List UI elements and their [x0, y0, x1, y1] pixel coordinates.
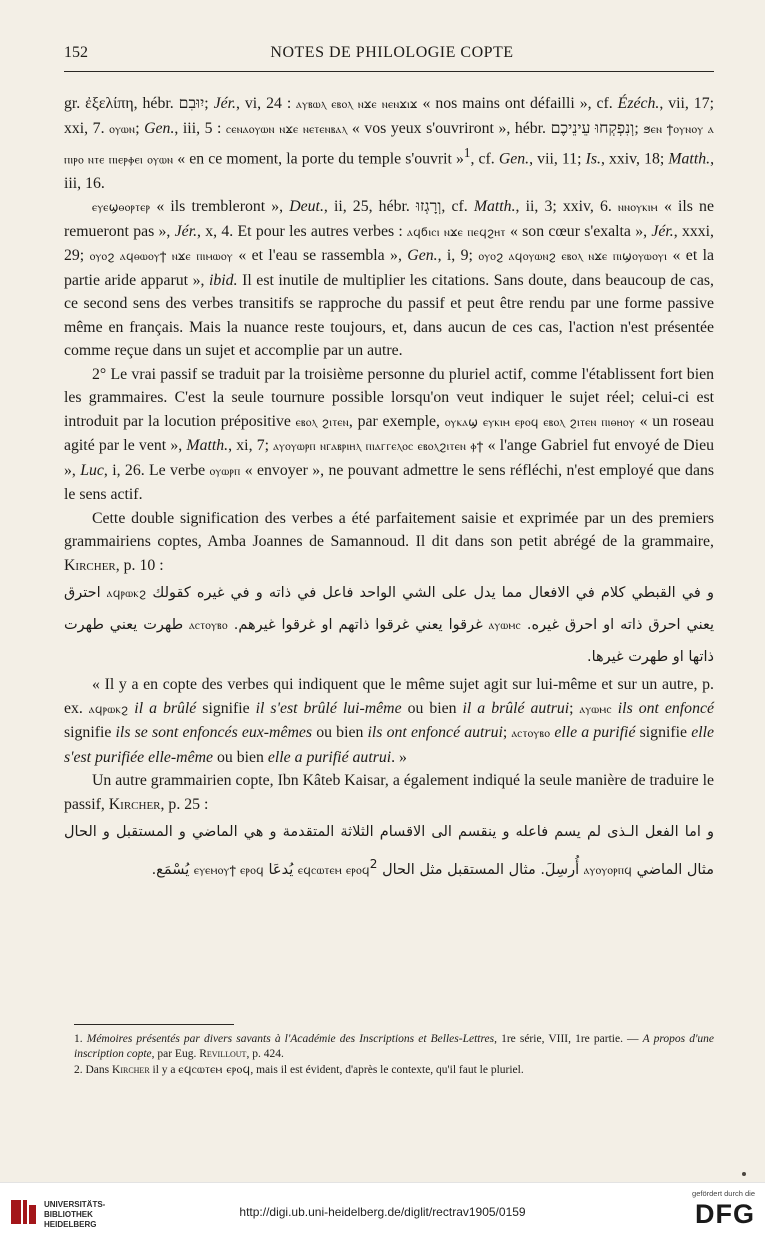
coptic-text: ⲥⲉⲛⲁⲟⲩⲱⲛ ⲛϫⲉ ⲛⲉⲧⲉⲛⲃⲁⲗ [225, 121, 348, 136]
running-title: NOTES DE PHILOLOGIE COPTE [270, 44, 514, 61]
paragraph-6: Un autre grammairien copte, Ibn Kâteb Kaisar, a également indiqué la seule manière de traduire le passif, Kircher, p. 25 : [64, 772, 714, 813]
header-rule [64, 71, 714, 72]
arabic-quote-2: و اما الفعل الـذى لم يسم فاعله و ينقسم الى الاقسام الثلاثة المتقدمة و هي الماضي و المستقبل و الحال مثال الماضي ⲁⲩⲟⲩⲟⲣⲡϥ أُرسِلَ. مثال المستقبل مثل الحال ⲉϥⲥⲱⲧⲉⲙ ⲉⲣⲟϥ$^2$ يُدعَا ⲉⲩⲉⲙⲟⲩϯ ⲉⲣⲟϥ يُسْمَع. [64, 824, 714, 879]
footnote-ref-2: 2 [369, 857, 378, 872]
funder-label: gefördert durch die [692, 1189, 755, 1198]
coptic-text: ⲉϥⲥⲱⲧⲉⲙ ⲉⲣⲟϥ [297, 863, 370, 878]
body-text [64, 92, 714, 886]
footnote-2: 2. Dans Kircher il y a ⲉϥⲥⲱⲧⲉⲙ ⲉⲣⲟϥ, mais il est évident, d'après le contexte, qu'il faut le pluriel. [74, 1062, 524, 1076]
footer-bar [0, 1182, 765, 1243]
scan-mark [742, 1172, 746, 1176]
coptic-text: ⲟⲩⲱⲣⲡ [209, 463, 241, 478]
coptic-text: ⲛⲛⲟⲩⲕⲓⲙ [617, 200, 658, 215]
coptic-text: ⲁϥⲣⲱⲕϩ [88, 701, 129, 716]
library-name-line-1: UNIVERSITÄTS- [44, 1200, 106, 1209]
coptic-text: ⲁⲩⲱⲙⲥ [488, 618, 521, 633]
coptic-text: ⲁⲥⲧⲟⲩⲃⲟ [189, 618, 228, 633]
coptic-text: ⲉⲩⲉⲙⲟⲩϯ ⲉⲣⲟϥ [193, 863, 264, 878]
paragraph-2: ⲉⲩⲉϣⲑⲟⲣⲧⲉⲣ « ils trembleront », Deut., ii, 25, hébr. ‏וְרָגְזוּ‏, cf. Matth., ii, 3; xxiv, 6. ⲛⲛⲟⲩⲕⲓⲙ « ils ne remueront pas », Jér., x, 4. Et pour les autres verbes : ⲁϥϭⲓⲥⲓ ⲛϫⲉ ⲡⲉϥϩⲏⲧ « son cœur s'exalta », Jér., xxxi, 29; ⲟⲩⲟϩ ⲁϥⲑⲱⲟⲩϯ ⲛϫⲉ ⲡⲓⲙⲱⲟⲩ « et l'eau se rassembla », Gen., i, 9; ⲟⲩⲟϩ ⲁϥⲟⲩⲱⲛϩ ⲉⲃⲟⲗ ⲛϫⲉ ⲡⲓϣⲟⲩⲱⲟⲩⲓ « et la partie aride apparut », ibid. Il est inutile de multiplier les citations. Sans doute, dans beaucoup de cas, ce second sens des verbes transitifs se rapproche du passif et peut être rendu par une forme passive même en français. Mais la nuance reste toujours, et, dans aucun de ces cas, l'action n'est présentée comme reçue dans un sujet et accomplie par un autre. [64, 198, 715, 360]
library-name-line-3: HEIDELBERG [44, 1220, 97, 1229]
library-name-line-2: BIBLIOTHEK [44, 1210, 93, 1219]
coptic-text: ⲁⲩⲃⲱⲗ ⲉⲃⲟⲗ ⲛϫⲉ ⲛⲉⲛϫⲓϫ [296, 97, 418, 111]
paragraph-1: gr. ἐξελίπη, hébr. ‏יִוּבִם‏; Jér., vi, 24 : ⲁⲩⲃⲱⲗ ⲉⲃⲟⲗ ⲛϫⲉ ⲛⲉⲛϫⲓϫ « nos mains ont défailli », cf. Ézéch., vii, 17; xxi, 7. ⲟⲩⲱⲛ; Gen., iii, 5 : ⲥⲉⲛⲁⲟⲩⲱⲛ ⲛϫⲉ ⲛⲉⲧⲉⲛⲃⲁⲗ « vos yeux s'ouvriront », hébr. ‏וְנִפְקְחוּ עֵינֵיכֶם‏; ϧⲉⲛ ϯⲟⲩⲛⲟⲩ ⲁ ⲡⲓⲣⲟ ⲛⲧⲉ ⲡⲓⲉⲣⲫⲉⲓ ⲟⲩⲱⲛ « en ce moment, la porte du temple s'ouvrit »$^1$, cf. Gen., vii, 11; Is., xxiv, 18; Matth., iii, 16. [64, 95, 715, 192]
coptic-text: ⲁϥⲣⲱⲕϩ [106, 586, 147, 601]
coptic-text: ⲁⲩⲟⲩⲱⲣⲡ ⲛⲅⲁⲃⲣⲓⲏⲗ ⲡⲓⲁⲅⲅⲉⲗⲟⲥ ⲉⲃⲟⲗϩⲓⲧⲉⲛ ⲫϯ [273, 439, 484, 454]
coptic-text: ⲁⲥⲧⲟⲩⲃⲟ [511, 726, 551, 741]
paragraph-5: « Il y a en copte des verbes qui indiquent que le même sujet agit sur lui-même et sur un autre, p. ex. ⲁϥⲣⲱⲕϩ il a brûlé signifie il s'est brûlé lui-même ou bien il a brûlé autrui; ⲁⲩⲱⲙⲥ ils ont enfoncé signifie ils se sont enfoncés eux-mêmes ou bien ils ont enfoncé autrui; ⲁⲥⲧⲟⲩⲃⲟ elle a purifié signifie elle s'est purifiée elle-même ou bien elle a purifié autrui. » [64, 676, 714, 766]
coptic-text: ⲁϥϭⲓⲥⲓ ⲛϫⲉ ⲡⲉϥϩⲏⲧ [407, 224, 506, 239]
arabic-quote-1: و في القبطي كلام في الافعال مما يدل على الشي الواحد فاعل في ذاته و في غيره كقولك ⲁϥⲣⲱⲕϩ احترق يعني احرق ذاته او احرق غيره. ⲁⲩⲱⲙⲥ غرقوا يعني غرقوا ذاتهم او غرقوا غيرهم. ⲁⲥⲧⲟⲩⲃⲟ طهرت يعني طهرت ذاتها او طهرت غيرها. [64, 585, 715, 666]
footnote-ref-1: 1 [463, 145, 471, 160]
footnote-1: 1. Mémoires présentés par divers savants à l'Académie des Inscriptions et Belles-Lettres, 1re série, VIII, 1re partie. — A propos d'une inscription copte, par Eug. Revillout, p. 424. [74, 1033, 715, 1060]
coptic-text: ⲁⲩⲟⲩⲟⲣⲡϥ [583, 863, 633, 878]
running-head [64, 44, 720, 66]
coptic-text: ⲉϥⲥⲱⲧⲉⲙ ⲉⲣⲟϥ [178, 1062, 251, 1076]
paragraph-3: 2° Le vrai passif se traduit par la troisième personne du pluriel actif, comme l'établissent fort bien les grammaires. C'est la seule tournure possible lorsqu'on veut indiquer le sujet réel; celui-ci est introduit par la locution prépositive ⲉⲃⲟⲗ ϩⲓⲧⲉⲛ, par exemple, ⲟⲩⲕⲁϣ ⲉⲩⲕⲓⲙ ⲉⲣⲟϥ ⲉⲃⲟⲗ ϩⲓⲧⲉⲛ ⲡⲓⲑⲏⲟⲩ « un roseau agité par le vent », Matth., xi, 7; ⲁⲩⲟⲩⲱⲣⲡ ⲛⲅⲁⲃⲣⲓⲏⲗ ⲡⲓⲁⲅⲅⲉⲗⲟⲥ ⲉⲃⲟⲗϩⲓⲧⲉⲛ ⲫϯ « l'ange Gabriel fut envoyé de Dieu », Luc, i, 26. Le verbe ⲟⲩⲱⲣⲡ « envoyer », ne pouvant admettre le sens réfléchi, n'est employé que dans le sens actif. [64, 365, 715, 504]
coptic-text: ⲟⲩⲕⲁϣ ⲉⲩⲕⲓⲙ ⲉⲣⲟϥ ⲉⲃⲟⲗ ϩⲓⲧⲉⲛ ⲡⲓⲑⲏⲟⲩ [444, 414, 635, 429]
coptic-text: ⲟⲩⲟϩ ⲁϥⲟⲩⲱⲛϩ ⲉⲃⲟⲗ ⲛϫⲉ ⲡⲓϣⲟⲩⲱⲟⲩⲓ [478, 249, 668, 264]
footnote-rule [74, 1024, 234, 1025]
footnotes [74, 1032, 714, 1078]
coptic-text: ⲁⲩⲱⲙⲥ [579, 701, 612, 716]
funder-logo[interactable] [675, 1189, 755, 1228]
coptic-text: ⲟⲩⲟϩ ⲁϥⲑⲱⲟⲩϯ ⲛϫⲉ ⲡⲓⲙⲱⲟⲩ [89, 249, 233, 264]
page-number: 152 [64, 44, 88, 61]
dfg-logo: DFG [695, 1199, 755, 1229]
coptic-text: ⲉⲃⲟⲗ ϩⲓⲧⲉⲛ [295, 414, 349, 429]
paragraph-4: Cette double signification des verbes a été parfaitement saisie et exprimée par un des premiers grammairiens coptes, Amba Joannes de Samannoud. Il dit dans son petit abrégé de la grammaire, Kircher, p. 10 : [64, 509, 714, 574]
coptic-text: ϧⲉⲛ ϯⲟⲩⲛⲟⲩ ⲁ ⲡⲓⲣⲟ ⲛⲧⲉ ⲡⲓⲉⲣⲫⲉⲓ ⲟⲩⲱⲛ [64, 121, 714, 167]
coptic-text: ⲉⲩⲉϣⲑⲟⲣⲧⲉⲣ [92, 200, 151, 215]
coptic-text: ⲟⲩⲱⲛ [109, 121, 136, 136]
permalink-url[interactable]: http://digi.ub.uni-heidelberg.de/diglit/rectrav1905/0159 [239, 1205, 526, 1219]
